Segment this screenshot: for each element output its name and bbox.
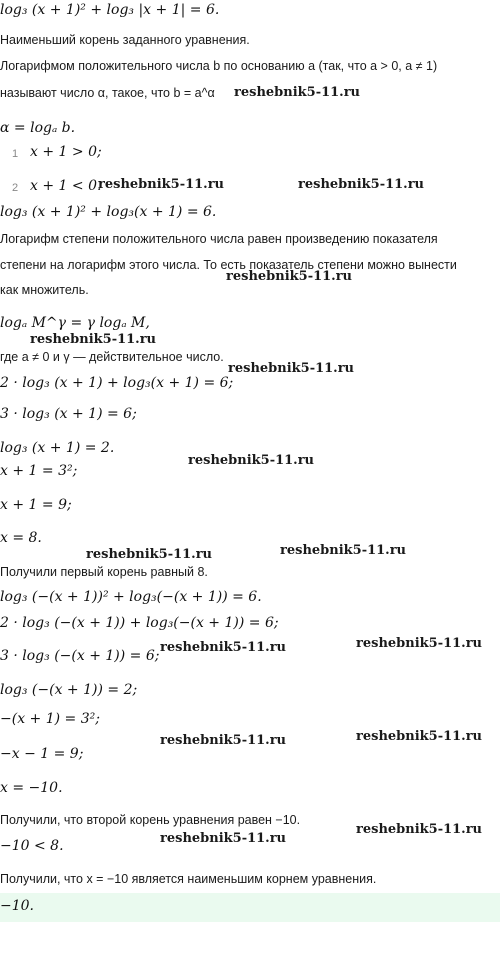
- equation-line: −(x + 1) = 3²;: [0, 711, 100, 727]
- watermark: reshebnik5-11.ru: [356, 636, 483, 651]
- equation-line: log₃ (x + 1)² + log₃(x + 1) = 6.: [0, 204, 217, 220]
- watermark: reshebnik5-11.ru: [356, 729, 483, 744]
- watermark: reshebnik5-11.ru: [356, 822, 483, 837]
- explanation-line: Логарифм степени положительного числа равен произведению показателя: [0, 232, 438, 246]
- equation-line: log₃ (x + 1)² + log₃ |x + 1| = 6.: [0, 2, 220, 18]
- conclusion-line: Получили, что x = −10 является наименьшим корнем уравнения.: [0, 872, 377, 886]
- definition-line: называют число α, такое, что b = a^α: [0, 86, 215, 100]
- case-condition: x + 1 > 0;: [30, 144, 102, 160]
- watermark: reshebnik5-11.ru: [98, 177, 225, 192]
- equation-line: 3 · log₃ (−(x + 1)) = 6;: [0, 648, 160, 664]
- equation-line: x = −10.: [0, 780, 63, 796]
- watermark: reshebnik5-11.ru: [226, 269, 353, 284]
- watermark: reshebnik5-11.ru: [160, 733, 287, 748]
- formula-line: α = logₐ b.: [0, 120, 76, 136]
- equation-line: x + 1 = 9;: [0, 497, 72, 513]
- equation-line: 2 · log₃ (x + 1) + log₃(x + 1) = 6;: [0, 375, 234, 391]
- case-number: 1: [12, 148, 19, 160]
- conclusion-line: Получили, что второй корень уравнения равен −10.: [0, 813, 301, 827]
- equation-line: x = 8.: [0, 530, 42, 546]
- equation-line: x + 1 = 3²;: [0, 463, 78, 479]
- watermark: reshebnik5-11.ru: [298, 177, 425, 192]
- equation-line: log₃ (−(x + 1)) = 2;: [0, 682, 138, 698]
- watermark: reshebnik5-11.ru: [160, 640, 287, 655]
- answer-box: [0, 893, 500, 922]
- task-statement: Наименьший корень заданного уравнения.: [0, 33, 250, 47]
- watermark: reshebnik5-11.ru: [160, 831, 287, 846]
- watermark: reshebnik5-11.ru: [188, 453, 315, 468]
- explanation-line: как множитель.: [0, 283, 89, 297]
- formula-line: logₐ M^γ = γ logₐ M,: [0, 315, 150, 331]
- watermark: reshebnik5-11.ru: [280, 543, 407, 558]
- equation-line: −x − 1 = 9;: [0, 746, 84, 762]
- conclusion-line: Получили первый корень равный 8.: [0, 565, 208, 579]
- equation-line: 3 · log₃ (x + 1) = 6;: [0, 406, 137, 422]
- equation-line: 2 · log₃ (−(x + 1)) + log₃(−(x + 1)) = 6;: [0, 615, 279, 631]
- explanation-line: степени на логарифм этого числа. То есть показатель степени можно вынести: [0, 258, 457, 272]
- case-number: 2: [12, 182, 19, 194]
- answer-value: −10.: [0, 898, 34, 914]
- watermark: reshebnik5-11.ru: [30, 332, 157, 347]
- watermark: reshebnik5-11.ru: [234, 85, 361, 100]
- watermark: reshebnik5-11.ru: [86, 547, 213, 562]
- definition-line: Логарифмом положительного числа b по основанию a (так, что a > 0, a ≠ 1): [0, 59, 438, 73]
- case-condition: x + 1 < 0.: [30, 178, 102, 194]
- watermark: reshebnik5-11.ru: [228, 361, 355, 376]
- explanation-line: где a ≠ 0 и γ — действительное число.: [0, 350, 224, 364]
- equation-line: log₃ (−(x + 1))² + log₃(−(x + 1)) = 6.: [0, 589, 262, 605]
- comparison-line: −10 < 8.: [0, 838, 64, 854]
- equation-line: log₃ (x + 1) = 2.: [0, 440, 115, 456]
